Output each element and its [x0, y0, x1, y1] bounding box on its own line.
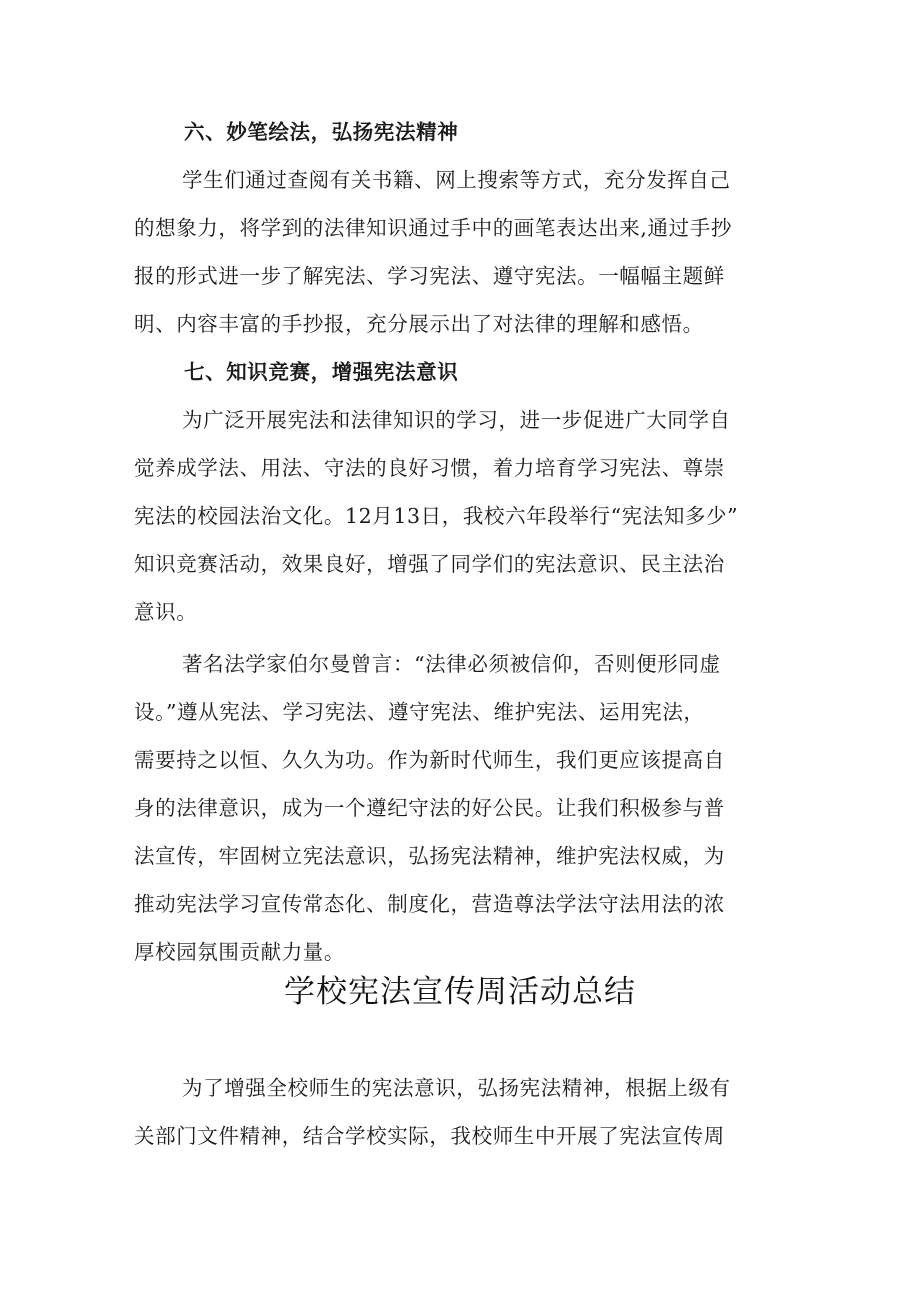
paragraph-line: 觉养成学法、用法、守法的良好习惯，着力培育学习宪法、尊崇: [134, 456, 725, 480]
paragraph-line: 的想象力，将学到的法律知识通过手中的画笔表达出来,通过手抄: [134, 216, 732, 240]
paragraph-line: 明、内容丰富的手抄报，充分展示出了对法律的理解和感悟。: [134, 312, 704, 336]
paragraph-line: 学生们通过查阅有关书籍、网上搜索等方式，充分发挥自己: [182, 168, 731, 192]
section-7-heading: 七、知识竞赛，增强宪法意识: [184, 360, 459, 384]
paragraph-line: 报的形式进一步了解宪法、学习宪法、遵守宪法。一幅幅主题鲜: [134, 264, 725, 288]
paragraph-line: 需要持之以恒、久久为功。作为新时代师生，我们更应该提高自: [134, 748, 725, 772]
section-6-heading: 六、妙笔绘法，弘扬宪法精神: [184, 120, 459, 144]
document-title: 学校宪法宣传周活动总结: [284, 974, 636, 1010]
paragraph-line: 推动宪法学习宣传常态化、制度化，营造尊法学法守法用法的浓: [134, 892, 725, 916]
paragraph-line: 设。”遵从宪法、学习宪法、遵守宪法、维护宪法、运用宪法，: [134, 700, 705, 724]
paragraph-line: 宪法的校园法治文化。12月13日，我校六年段举行“宪法知多少”: [134, 504, 739, 528]
paragraph-line: 著名法学家伯尔曼曾言：“法律必须被信仰，否则便形同虚: [182, 652, 721, 676]
paragraph-line: 知识竞赛活动，效果良好，增强了同学们的宪法意识、民主法治: [134, 552, 725, 576]
paragraph-line: 为广泛开展宪法和法律知识的学习，进一步促进广大同学自: [182, 408, 731, 432]
paragraph-line: 为了增强全校师生的宪法意识，弘扬宪法精神，根据上级有: [182, 1076, 731, 1100]
paragraph-line: 意识。: [134, 600, 198, 624]
paragraph-line: 厚校园氛围贡献力量。: [134, 940, 345, 964]
paragraph-line: 关部门文件精神，结合学校实际，我校师生中开展了宪法宣传周: [134, 1124, 725, 1148]
paragraph-line: 身的法律意识，成为一个遵纪守法的好公民。让我们积极参与普: [134, 796, 725, 820]
paragraph-line: 法宣传，牢固树立宪法意识，弘扬宪法精神，维护宪法权威，为: [134, 844, 725, 868]
